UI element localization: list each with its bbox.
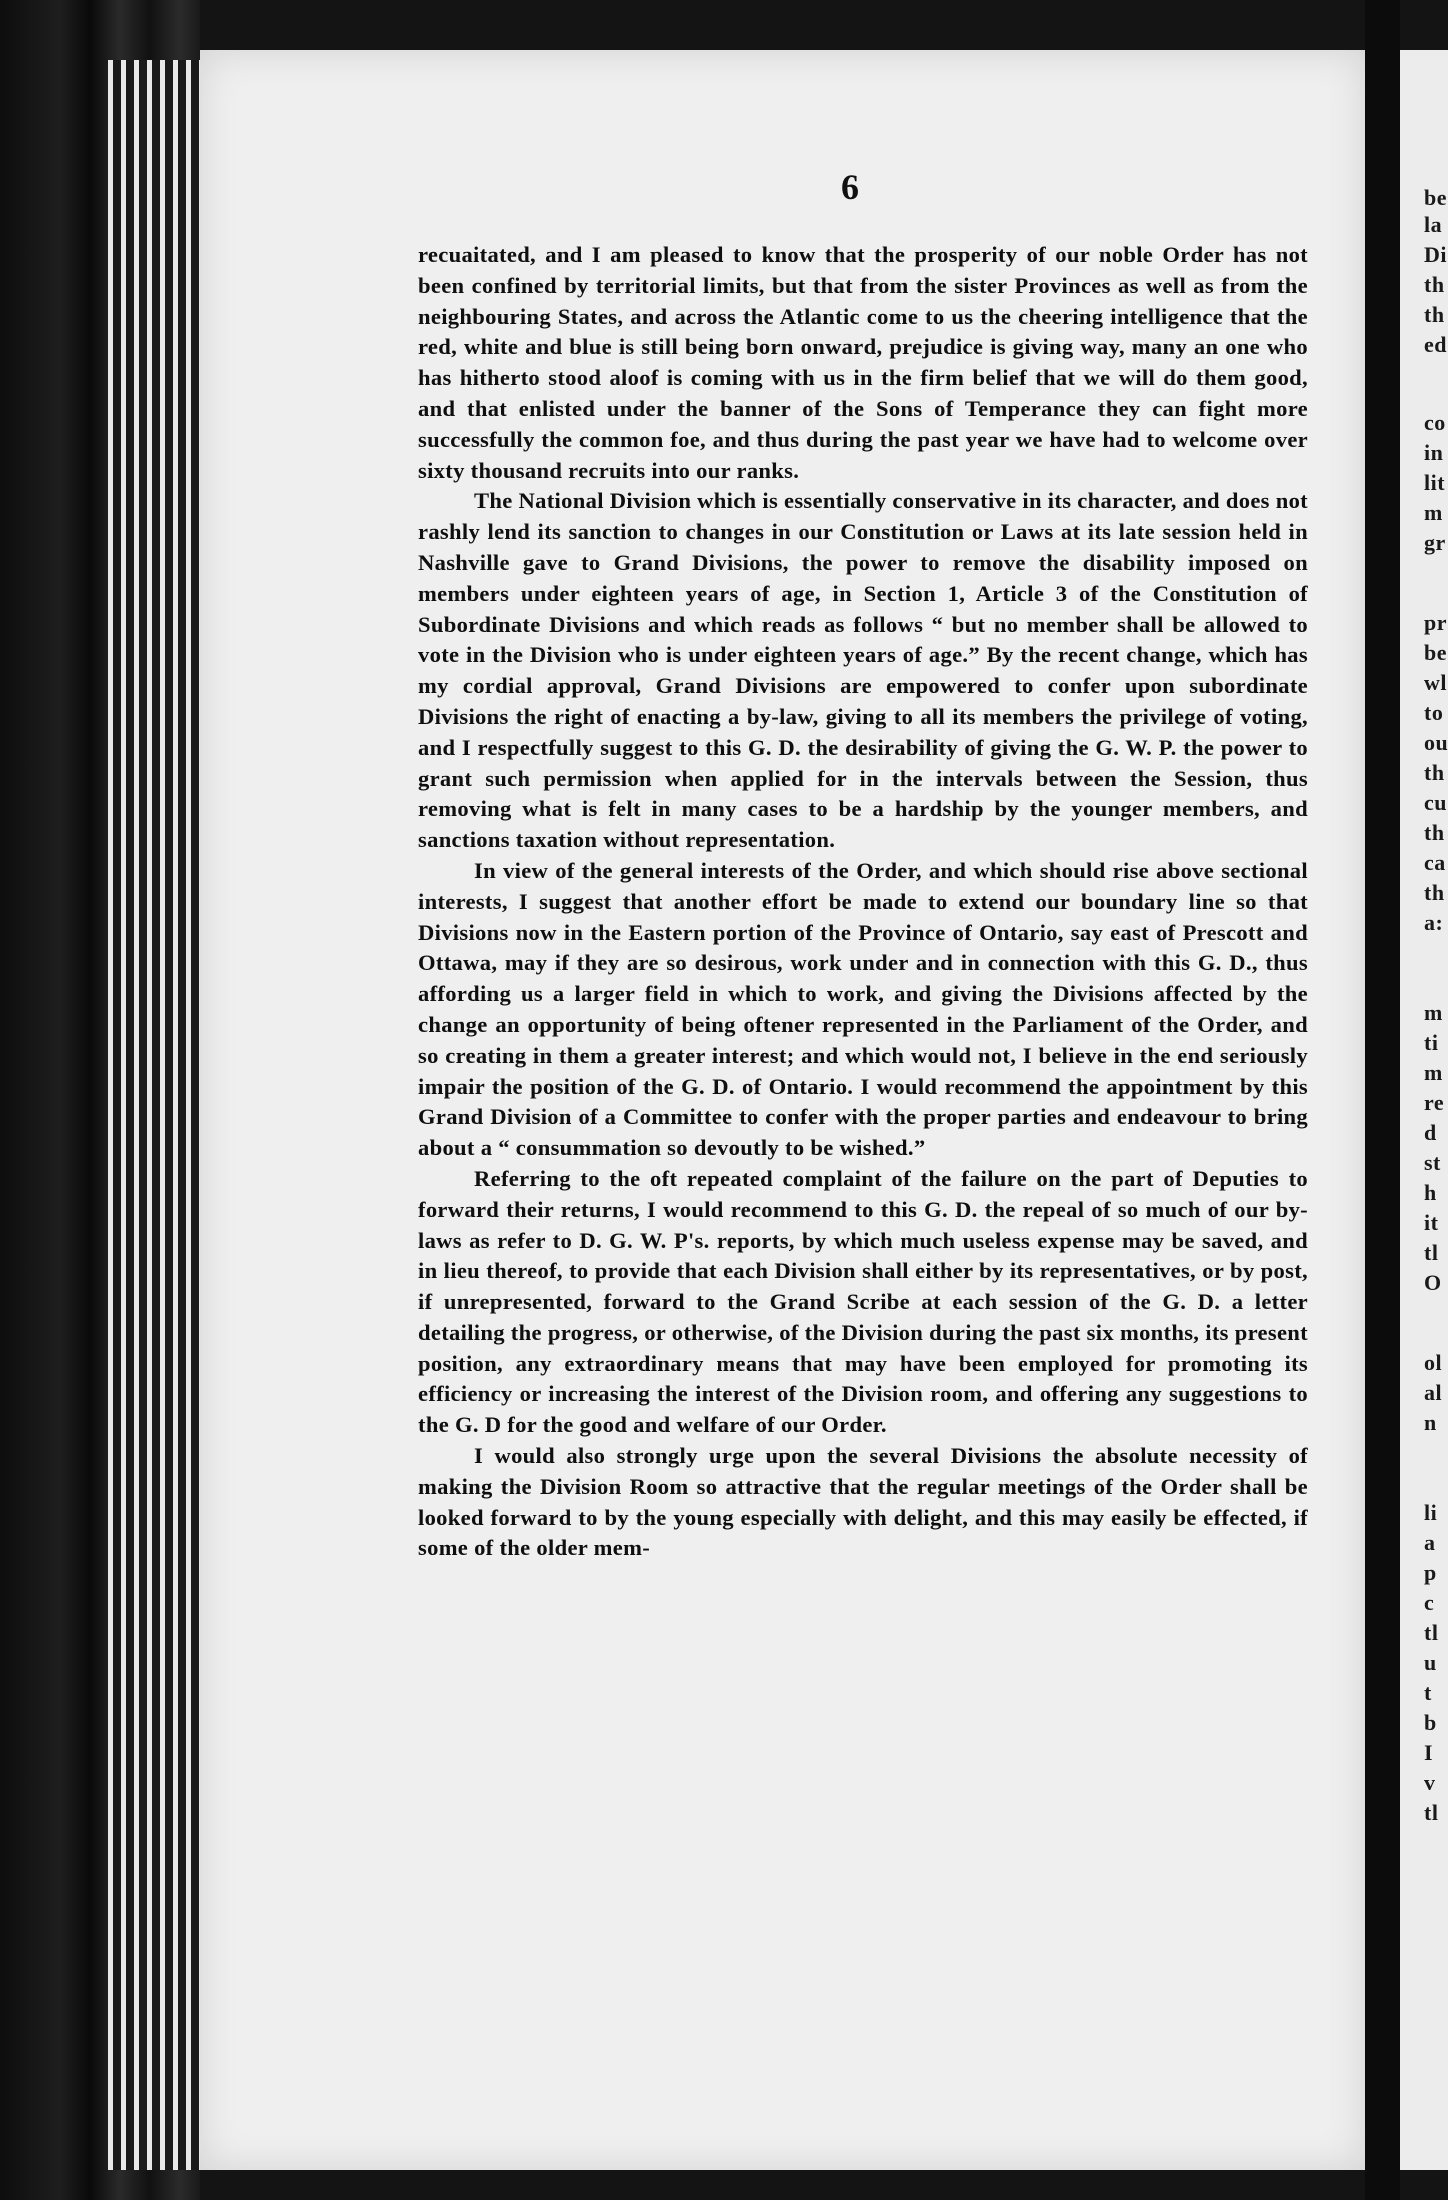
paragraph-2: The National Division which is essentially conservative in its character, and does not rashly lend its sanction to changes in our Constitution or Laws at its late session held in Nashville gave to Grand Divisions, the power to remove the disability imposed on members under eighteen years of age, in Section 1, Article 3 of the Constitution of Subordinate Divisions and which reads as follows “ but no member shall be allowed to vote in the Division who is under eighteen years of age.” By the recent change, which has my cordial approval, Grand Divisions are empowered to confer upon subordinate Divisions the right of enacting a by-law, giving to all its members the privilege of voting, and I respectfully suggest to this G. D. the desirability of giving the G. W. P. the power to grant such permission when applied for in the intervals between the Session, thus removing what is felt in many cases to be a hardship by the younger members, and sanctions taxation without representation. (418, 488, 1308, 853)
facing-page-fragment: t (1424, 1680, 1432, 1705)
facing-page-fragment: it (1424, 1210, 1439, 1235)
facing-page-fragment: st (1424, 1150, 1441, 1175)
facing-page-fragment: O (1424, 1270, 1442, 1295)
facing-page-fragment: wl (1424, 670, 1447, 695)
page-number: 6 (841, 167, 859, 207)
facing-page-fragment: re (1424, 1090, 1445, 1115)
paragraph-1: recuaitated, and I am pleased to know that the prosperity of our noble Order has not been confined by territorial limits, but that from the sister Provinces as well as from the neighbouring States, and across the Atlantic come to us the cheering intelligence that the red, white and blue is still being born onward, prejudice is giving way, many an one who has hitherto stood aloof is coming with us in the firm belief that we will do them good, and that enlisted under the banner of the Sons of Temperance they can fight more successfully the common foe, and thus during the past year we have had to welcome over sixty thousand recruits into our ranks. (418, 242, 1308, 483)
paragraph-4: Referring to the oft repeated complaint of the failure on the part of Deputies to forward their returns, I would recommend to this G. D. the repeal of so much of our by-laws as refer to D. G. W. P's. reports, by which much useless expense may be saved, and in lieu thereof, to provide that each Division shall either by its representatives, or by post, if unrepresented, forward to the Grand Scribe at each session of the G. D. a letter detailing the progress, or otherwise, of the Division during the past six months, its present position, any extraordinary means that may have been employed for promoting its efficiency or increasing the interest of the Division room, and offering any suggestions to the G. D for the good and welfare of our Order. (418, 1165, 1308, 1438)
page-edges (108, 60, 200, 2170)
facing-page-fragment: li (1424, 1500, 1438, 1525)
facing-page-fragment: p (1424, 1560, 1437, 1585)
facing-page-fragment: a: (1424, 910, 1444, 935)
facing-page-fragment: th (1424, 820, 1445, 845)
page-body-text (418, 240, 1308, 1564)
facing-page-fragment: th (1424, 880, 1445, 905)
facing-page-fragment: ti (1424, 1030, 1439, 1055)
facing-page-fragment: ca (1424, 850, 1446, 875)
facing-page-fragment: c (1424, 1590, 1435, 1615)
paragraph-5: I would also strongly urge upon the several Divisions the absolute necessity of making the Division Room so attractive that the regular meetings of the Order shall be looked forward to by the young especially with delight, and this may easily be effected, if some of the older mem- (418, 1443, 1308, 1561)
facing-page-fragment: Di (1424, 242, 1447, 267)
facing-page-fragment: lit (1424, 470, 1446, 495)
facing-page-fragment: to (1424, 700, 1444, 725)
facing-page-fragment: m (1424, 1000, 1443, 1025)
facing-page-fragment: tl (1424, 1800, 1439, 1825)
facing-page-fragment: ol (1424, 1350, 1443, 1375)
facing-page-edge (1400, 50, 1448, 2170)
facing-page-fragment: tl (1424, 1620, 1439, 1645)
facing-page-fragment: v (1424, 1770, 1436, 1795)
facing-page-fragment: m (1424, 500, 1443, 525)
facing-page-fragment: th (1424, 302, 1445, 327)
facing-page-fragment: ou (1424, 730, 1448, 755)
facing-page-fragment: ed (1424, 332, 1447, 357)
facing-page-fragment: in (1424, 440, 1444, 465)
facing-page-fragment: d (1424, 1120, 1437, 1145)
facing-page-fragment: th (1424, 272, 1445, 297)
page-gutter (1365, 0, 1400, 2200)
facing-page-fragment: be (1424, 185, 1447, 210)
facing-page-fragment: pr (1424, 610, 1447, 635)
facing-page-fragment: b (1424, 1710, 1437, 1735)
facing-page-fragment: la (1424, 212, 1443, 237)
facing-page-fragment: al (1424, 1380, 1443, 1405)
facing-page-fragment: gr (1424, 530, 1446, 555)
paragraph-3: In view of the general interests of the Order, and which should rise above sectional interests, I suggest that another effort be made to extend our boundary line so that Divisions now in the Eastern portion of the Province of Ontario, say east of Prescott and Ottawa, may if they are so desirous, work under and in connection with this G. D., thus affording us a larger field in which to work, and giving the Divisions affected by the change an opportunity of being oftener represented in the Parliament of the Order, and so creating in them a greater interest; and which would not, I believe in the end seriously impair the position of the G. D. of Ontario. I would recommend the appointment by this Grand Division of a Committee to confer with the proper parties and endeavour to bring about a “ consummation so devoutly to be wished.” (418, 857, 1308, 1161)
facing-page-fragment: h (1424, 1180, 1437, 1205)
facing-page-fragment: tl (1424, 1240, 1439, 1265)
facing-page-fragment: a (1424, 1530, 1436, 1555)
facing-page-fragment: n (1424, 1410, 1437, 1435)
facing-page-fragment: m (1424, 1060, 1443, 1085)
facing-page-fragment: be (1424, 640, 1447, 665)
facing-page-fragment: I (1424, 1740, 1434, 1765)
facing-page-fragment: th (1424, 760, 1445, 785)
facing-page-fragment: u (1424, 1650, 1437, 1675)
facing-page-fragment: co (1424, 410, 1446, 435)
facing-page-fragment: cu (1424, 790, 1447, 815)
